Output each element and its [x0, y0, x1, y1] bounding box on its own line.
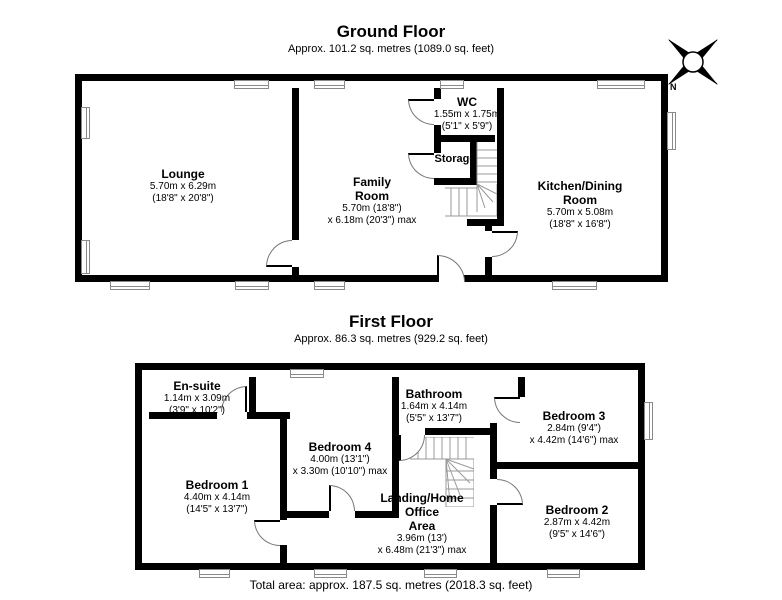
wall: [490, 423, 497, 479]
room-name: Bedroom 3: [542, 409, 606, 423]
window: [644, 402, 653, 440]
room-label-bedroom-2: [544, 503, 610, 541]
room-dims-imperial: (18'8" x 20'8"): [152, 192, 214, 204]
door-arc: [254, 520, 280, 546]
room-name: Family Room: [352, 175, 392, 204]
wall: [434, 142, 441, 153]
room-dims-metric: 4.00m (13'1"): [310, 454, 370, 466]
room-dims-imperial: (5'1" x 5'9"): [441, 120, 493, 132]
room-label-bedroom-1: [184, 478, 250, 516]
total-area-text: Total area: approx. 187.5 sq. metres (2018.3 sq. feet): [249, 578, 533, 592]
room-name: Landing/Home Office Area: [380, 491, 464, 534]
wall: [485, 226, 492, 231]
window: [424, 569, 457, 578]
first-floor-title: First Floor: [348, 312, 434, 331]
room-label-landing-home-office: [378, 491, 467, 557]
room-dims-imperial: (18'8" x 16'8"): [549, 219, 611, 231]
room-name: Bedroom 2: [545, 503, 609, 517]
room-label-wc: [434, 95, 500, 133]
room-dims-metric: 1.14m x 3.09m: [163, 393, 231, 405]
wall: [425, 428, 490, 435]
window: [234, 80, 269, 89]
wall: [497, 462, 645, 469]
wall: [280, 545, 287, 570]
room-name: Lounge: [161, 167, 205, 181]
window: [314, 569, 347, 578]
ground-floor-subtitle: Approx. 101.2 sq. metres (1089.0 sq. feet): [287, 43, 495, 55]
window: [552, 281, 597, 290]
door-arc: [494, 397, 520, 423]
door-arc: [266, 240, 292, 267]
room-label-family-room: [328, 175, 417, 227]
room-dims-metric: 1.55m x 1.75m: [433, 109, 501, 121]
wall: [518, 377, 525, 397]
window: [667, 112, 676, 150]
room-dims-metric: 1.64m x 4.14m: [400, 401, 468, 413]
ground-floor-title: Ground Floor: [336, 22, 446, 41]
wall: [467, 219, 504, 226]
room-dims-metric: 5.70m x 6.29m: [149, 181, 217, 193]
room-dims-metric: 2.84m (9'4"): [547, 423, 601, 435]
wall: [434, 135, 495, 142]
compass-north-label: N: [670, 82, 677, 92]
room-dims-imperial: (14'5" x 13'7"): [186, 503, 248, 515]
room-label-bathroom: [401, 387, 467, 425]
window: [110, 281, 150, 290]
room-label-storage: [435, 153, 476, 166]
room-dims-metric: 4.40m x 4.14m: [183, 492, 251, 504]
door-arc: [329, 485, 355, 511]
room-dims-imperial: x 6.48m (21'3") max: [377, 545, 467, 557]
window: [440, 80, 464, 89]
first-floor-plan: [135, 363, 645, 570]
window: [81, 240, 90, 274]
window: [199, 569, 230, 578]
room-dims-imperial: (5'5" x 13'7"): [406, 412, 462, 424]
window: [547, 569, 580, 578]
room-label-bedroom-3: [530, 409, 619, 447]
door-arc: [408, 99, 434, 125]
room-label-en-suite: [164, 379, 230, 417]
room-dims-metric: 5.70m x 5.08m: [546, 207, 614, 219]
window: [314, 281, 345, 290]
room-dims-imperial: x 4.42m (14'6") max: [529, 434, 619, 446]
room-label-bedroom-4: [293, 440, 387, 478]
wall: [249, 377, 256, 412]
window: [81, 107, 90, 139]
window: [314, 80, 345, 89]
room-name: En-suite: [173, 379, 221, 393]
room-dims-metric: 2.87m x 4.42m: [543, 517, 611, 529]
wall: [485, 257, 492, 282]
door-arc: [437, 255, 465, 282]
room-name: Kitchen/Dining Room: [537, 179, 623, 208]
room-dims-imperial: (3'9" x 10'2"): [169, 404, 225, 416]
room-name: Bedroom 4: [308, 440, 372, 454]
ground-floor-plan: [75, 74, 668, 282]
room-name: WC: [457, 95, 477, 109]
door-arc: [497, 479, 523, 505]
window: [290, 369, 324, 378]
door-opening: [437, 281, 465, 289]
room-label-lounge: [150, 167, 216, 205]
wall: [490, 505, 497, 570]
room-dims-metric: 3.96m (13'): [396, 533, 448, 545]
room-label-kitchen: [538, 179, 623, 231]
wall: [280, 412, 287, 520]
wall: [292, 88, 299, 240]
first-floor-subtitle: Approx. 86.3 sq. metres (929.2 sq. feet): [294, 333, 488, 345]
room-name: Storage: [434, 153, 476, 165]
room-dims-imperial: (9'5" x 14'6"): [549, 528, 605, 540]
room-name: Bedroom 1: [185, 478, 249, 492]
wall: [292, 267, 299, 282]
room-dims-metric: 5.70m (18'8"): [342, 203, 402, 215]
room-name: Bathroom: [405, 387, 463, 401]
room-dims-imperial: x 6.18m (20'3") max: [327, 215, 417, 227]
door-arc: [492, 231, 518, 257]
window: [597, 80, 645, 89]
room-dims-imperial: x 3.30m (10'10") max: [292, 465, 388, 477]
window: [235, 281, 269, 290]
wall: [287, 511, 329, 518]
